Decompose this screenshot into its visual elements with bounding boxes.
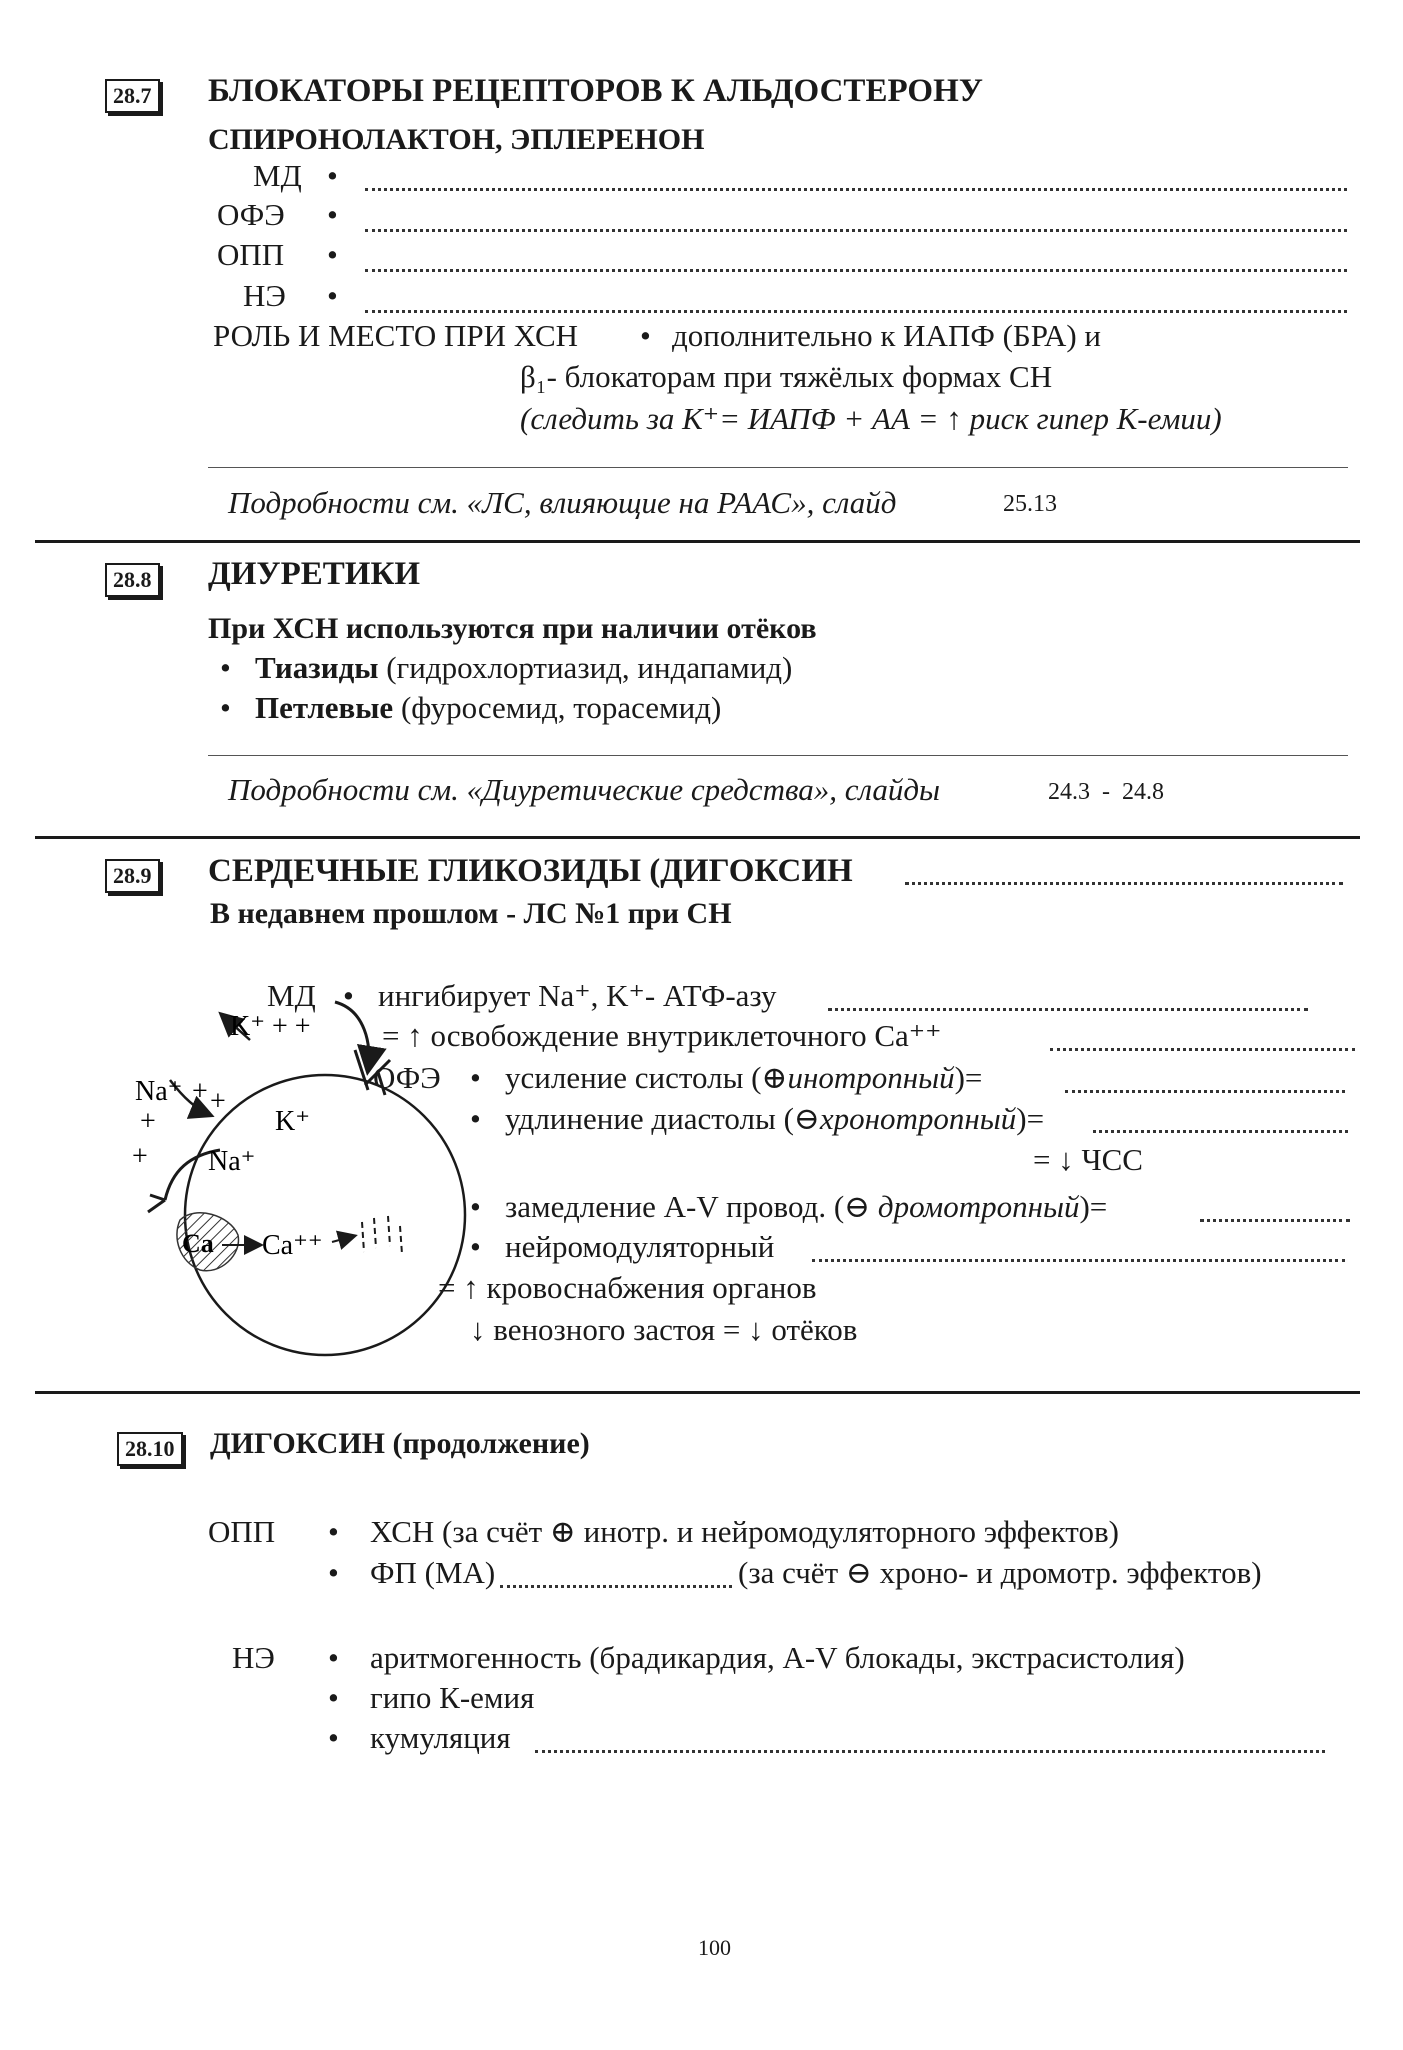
label-plus: + [132, 1141, 148, 1172]
section-number-28-10: 28.10 [117, 1432, 183, 1466]
md-line-1: ингибирует Na⁺, K⁺- АТФ-азу [378, 978, 777, 1013]
section-number-28-8: 28.8 [105, 563, 160, 597]
role-text-2: β₁- блокаторам при тяжёлых формах СН [520, 359, 1053, 394]
section-subtitle-28-8: При ХСН используются при наличии отёков [208, 612, 817, 645]
bullet: • [220, 690, 231, 725]
section-separator [35, 540, 1360, 543]
dotted-leader [1093, 1130, 1348, 1133]
dotted-leader [1065, 1090, 1345, 1093]
bullet: • [640, 318, 651, 353]
bullet: • [327, 158, 338, 193]
bullet: • [470, 1229, 481, 1264]
bullet: • [470, 1189, 481, 1224]
section-separator [35, 1391, 1360, 1394]
row-label-md: МД [253, 158, 302, 193]
section-subtitle-28-9: В недавнем прошлом - ЛС №1 при СН [210, 897, 732, 930]
page-number: 100 [698, 1935, 731, 1960]
bullet: • [327, 197, 338, 232]
md-line-2: = ↑ освобождение внутриклеточного Ca⁺⁺ [382, 1018, 942, 1053]
section-number-28-9: 28.9 [105, 859, 160, 893]
section-subtitle-28-7: СПИРОНОЛАКТОН, ЭПЛЕРЕНОН [208, 123, 705, 156]
label-plus: + [192, 1076, 208, 1107]
section-title-28-7: БЛОКАТОРЫ РЕЦЕПТОРОВ К АЛЬДОСТЕРОНУ [208, 73, 983, 109]
myofibril-icon [362, 1216, 402, 1254]
section-title-28-10: ДИГОКСИН (продолжение) [210, 1427, 590, 1460]
label-plus: + [210, 1086, 226, 1117]
list-item-thiazides: Тиазиды (гидрохлортиазид, индапамид) [255, 650, 793, 685]
row-label-opp: ОПП [217, 237, 285, 272]
bullet: • [327, 237, 338, 272]
divider [208, 467, 1348, 468]
section-number-28-7: 28.7 [105, 79, 160, 113]
bullet: • [327, 278, 338, 313]
dotted-leader [828, 1008, 1308, 1011]
bullet: • [220, 650, 231, 685]
dotted-leader [1050, 1048, 1355, 1051]
dotted-leader [365, 269, 1347, 272]
reference-slide-number: 25.13 [1003, 491, 1057, 517]
section-separator [35, 836, 1360, 839]
bullet: • [343, 978, 354, 1013]
section-title-28-8: ДИУРЕТИКИ [208, 556, 421, 592]
reference-text: Подробности см. «Диуретические средства», слайды [228, 772, 941, 807]
bullet: • [328, 1555, 339, 1590]
md-label: МД [267, 978, 316, 1013]
bullet: • [328, 1640, 339, 1675]
label-k-mid: K⁺ [275, 1106, 310, 1137]
bullet: • [328, 1514, 339, 1549]
dotted-leader [812, 1259, 1345, 1262]
ne-item-cumulation: кумуляция [370, 1720, 511, 1755]
dotted-leader [365, 310, 1347, 313]
cell-membrane-circle [185, 1075, 465, 1355]
bullet: • [470, 1060, 481, 1095]
section-title-28-9: СЕРДЕЧНЫЕ ГЛИКОЗИДЫ (ДИГОКСИН [208, 853, 853, 889]
ne-label: НЭ [232, 1640, 275, 1675]
opp-item-chf: ХСН (за счёт ⊕ инотр. и нейромодуляторного эффектов) [370, 1514, 1119, 1549]
bullet: • [328, 1680, 339, 1715]
role-text-1: дополнительно к ИАПФ (БРА) и [672, 318, 1102, 353]
label-k-top: K⁺ + + [230, 1011, 311, 1042]
result-blood-supply: = ↑ кровоснабжения органов [438, 1270, 817, 1305]
ofe-inotropic: усиление систолы (⊕инотропный)= [505, 1060, 983, 1095]
arrowhead-icon [148, 1195, 165, 1212]
dotted-leader [500, 1585, 732, 1588]
opp-label: ОПП [208, 1514, 276, 1549]
cell-diagram [110, 990, 490, 1360]
dotted-leader [1200, 1219, 1350, 1222]
opp-item-af: ФП (МА) [370, 1555, 496, 1590]
ofe-hr-result: = ↓ ЧСС [1033, 1142, 1143, 1177]
ofe-neuromodulatory: нейромодуляторный [505, 1229, 775, 1264]
dotted-leader [535, 1750, 1325, 1753]
row-label-ne: НЭ [243, 278, 286, 313]
bullet: • [328, 1720, 339, 1755]
list-item-loop: Петлевые (фуросемид, торасемид) [255, 690, 722, 725]
label-na-left: Na⁺ [135, 1076, 183, 1107]
dotted-leader [365, 188, 1347, 191]
ofe-dromotropic: замедление A-V провод. (⊖ дромотропный)= [505, 1189, 1108, 1224]
role-note: (следить за К⁺= ИАПФ + АА = ↑ риск гипер К-емии) [520, 401, 1222, 436]
ca-release-arrow-icon [332, 1236, 354, 1242]
label-ca-inner: Ca [182, 1229, 214, 1258]
role-label: РОЛЬ И МЕСТО ПРИ ХСН [213, 318, 579, 353]
ofe-label: ОФЭ [373, 1060, 441, 1095]
bullet: • [470, 1101, 481, 1136]
dotted-leader [365, 229, 1347, 232]
row-label-ofe: ОФЭ [217, 197, 285, 232]
dotted-leader [905, 882, 1343, 885]
curved-arrow-icon [335, 1002, 369, 1070]
ne-item-hypokalemia: гипо К-емия [370, 1680, 535, 1715]
opp-item-af-note: (за счёт ⊖ хроно- и дромотр. эффектов) [738, 1555, 1262, 1590]
reference-slide-numbers: 24.3 - 24.8 [1048, 779, 1164, 805]
label-ca-arrow: Ca⁺⁺ [262, 1230, 323, 1261]
ofe-chronotropic: удлинение диастолы (⊖хронотропный)= [505, 1101, 1045, 1136]
result-edema: ↓ венозного застоя = ↓ отёков [470, 1312, 858, 1347]
label-na-inner: Na⁺ [208, 1146, 256, 1177]
label-plus: + [140, 1106, 156, 1137]
divider [208, 755, 1348, 756]
ne-item-arrhythmia: аритмогенность (брадикардия, A-V блокады, экстрасистолия) [370, 1640, 1185, 1675]
reference-text: Подробности см. «ЛС, влияющие на РААС», слайд [228, 485, 897, 520]
